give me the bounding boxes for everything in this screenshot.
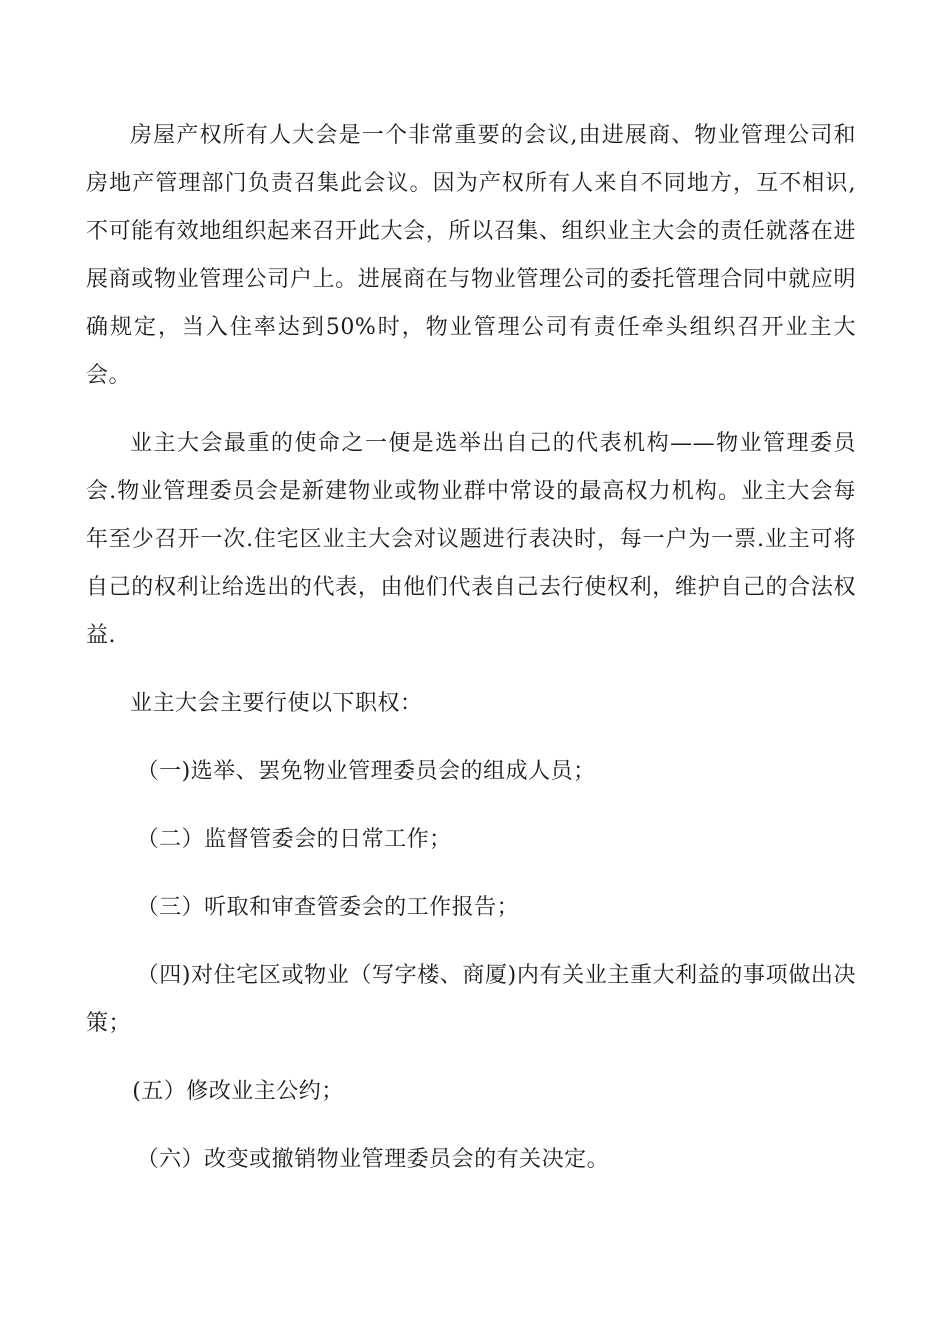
- list-item-power-3: （三）听取和审查管委会的工作报告；: [136, 895, 520, 920]
- paragraph-owners-meeting-intro: 房屋产权所有人大会是一个非常重要的会议,由进展商、物业管理公司和房地产管理部门负责召集此会议。因为产权所有人来自不同地方，互不相识,不可能有效地组织起来召开此大会，所以召集、组织业主大会的责任就落在进展商或物业管理公司户上。进展商在与物业管理公司的委托管理合同中就应明确规定，当入住率达到50%时，物业管理公司有责任牵头组织召开业主大会。: [86, 123, 856, 388]
- list-item-power-2: （二）监督管委会的日常工作；: [136, 827, 452, 852]
- item-spacer: [86, 1116, 856, 1136]
- item-spacer: [86, 1048, 856, 1068]
- item-spacer: [86, 728, 856, 748]
- list-item-power-1: （一)选举、罢免物业管理委员会的组成人员；: [136, 759, 596, 784]
- paragraph-spacer: [86, 400, 856, 420]
- list-item-power-5: (五）修改业主公约；: [132, 1079, 344, 1104]
- paragraph-committee-mission: 业主大会最重的使命之一便是选举出自己的代表机构——物业管理委员会.物业管理委员会是新建物业或物业群中常设的最高权力机构。业主大会每年至少召开一次.住宅区业主大会对议题进行表决时，每一户为一票.业主可将自己的权利让给选出的代表，由他们代表自己去行使权利，维护自己的合法权益.: [86, 431, 856, 648]
- item-spacer: [86, 932, 856, 952]
- item-spacer: [86, 864, 856, 884]
- paragraph-spacer: [86, 660, 856, 680]
- list-item-power-4: （四)对住宅区或物业（写字楼、商厦)内有关业主重大利益的事项做出决策；: [86, 963, 856, 1036]
- document-page: [86, 112, 856, 1184]
- list-item-power-6: （六）改变或撤销物业管理委员会的有关决定。: [136, 1147, 610, 1172]
- paragraph-powers-heading: 业主大会主要行使以下职权：: [130, 691, 423, 716]
- item-spacer: [86, 796, 856, 816]
